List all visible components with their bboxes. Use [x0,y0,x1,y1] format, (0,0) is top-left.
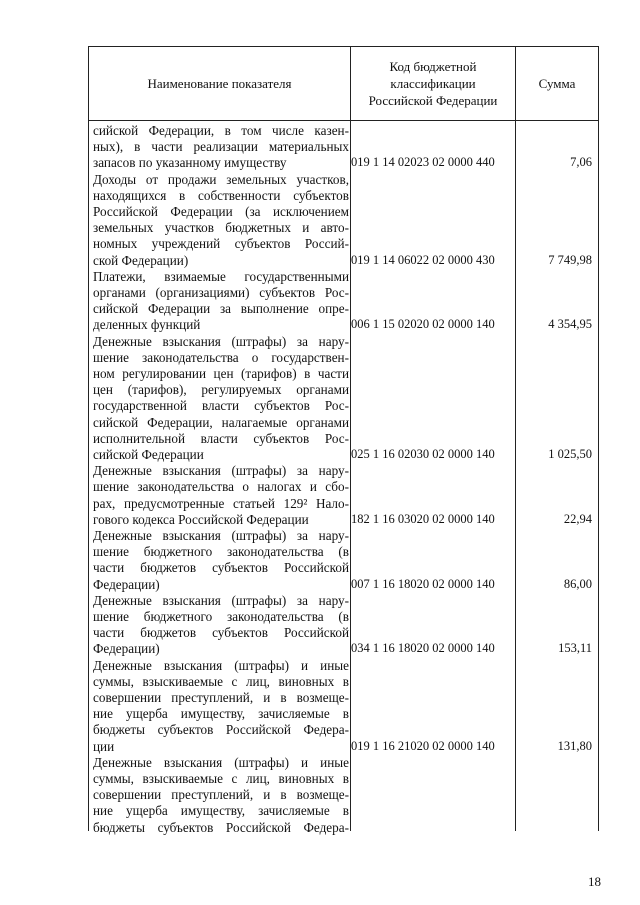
column-divider [515,47,516,831]
row-name-line: государственной власти субъектов Рос- [93,398,349,414]
row-sum: 153,11 [558,641,592,656]
header-name: Наименование показателя [147,76,292,91]
row-name-line: исполнительной власти субъектов Рос- [93,430,349,446]
row-name-line: ние ущерба имуществу, зачисляемые в [93,803,349,819]
row-name-line: суммы, взыскиваемые с лиц, виновных в [93,673,349,689]
row-name-line: сийской Федерации [93,447,204,462]
row-name-line: Российской Федерации (за исключением [93,204,349,219]
row-code: 025 1 16 02030 02 0000 140 [351,447,495,461]
row-name-line: ных), в части реализации материальных [93,139,349,155]
row-sum: 4 354,95 [548,317,592,332]
row-name-line: Денежные взыскания (штрафы) за нару- [93,333,349,349]
row-name-line: сийской Федерации за выполнение опре- [93,301,349,317]
header-sum: Сумма [538,76,576,91]
row-name-line: номных учреждений субъектов Россий- [93,236,349,252]
row-name-line: сийской Федерации, в том числе казен- [93,123,349,138]
row-name-line: Федерации) [93,641,160,657]
row-name-line: шение бюджетного законодательства (в [93,609,349,624]
row-code: 019 1 14 06022 02 0000 430 [351,252,495,267]
row-name-line: деленных функций [93,317,201,333]
row-name-line: Федерации) [93,576,160,592]
row-code: 006 1 15 02020 02 0000 140 [351,317,495,332]
row-code: 019 1 14 02023 02 0000 440 [351,155,495,170]
row-name-line: суммы, взыскиваемые с лиц, виновных в [93,771,349,786]
row-name-line: Платежи, взимаемые государственными [93,268,349,284]
row-name-line: ской Федерации) [93,252,189,268]
page-number: 18 [588,874,601,889]
row-name-line: ном регулировании цен (тарифов) в части [93,366,349,381]
row-name-line: части бюджетов субъектов Российской [93,560,349,576]
row-name-line: рах, предусмотренные статьей 129² Нало- [93,495,349,511]
row-name-line: Денежные взыскания (штрафы) и иные [93,657,349,673]
row-name-line: цен (тарифов), регулируемых органами [93,382,349,398]
row-name-line: бюджеты субъектов Российской Федера- [93,819,349,835]
row-name-line: совершении преступлений, и в возмеще- [93,787,349,803]
row-name-line: шение законодательства о государствен- [93,349,349,365]
row-sum: 86,00 [563,576,592,591]
row-name-line: запасов по указанному имуществу [93,155,287,171]
header-divider [89,120,598,121]
row-name-line: сийской Федерации, налагаемые органами [93,414,349,430]
row-name-line: гового кодекса Российской Федерации [93,511,309,527]
row-name-line: Денежные взыскания (штрафы) за нару- [93,592,349,608]
row-name-line: находящихся в собственности субъектов [93,187,349,203]
row-name-line: ние ущерба имуществу, зачисляемые в [93,706,349,722]
row-code: 019 1 16 21020 02 0000 140 [351,738,495,753]
row-name-line: шение бюджетного законодательства (в [93,544,349,560]
row-name-line: Денежные взыскания (штрафы) за нару- [93,463,349,479]
row-sum: 1 025,50 [548,447,592,461]
row-name-line: органами (организациями) субъектов Рос- [93,285,349,300]
row-name-line: бюджеты субъектов Российской Федера- [93,722,349,738]
row-sum: 7,06 [570,155,592,170]
row-name-line: Денежные взыскания (штрафы) и иные [93,754,349,770]
row-name-line: земельных участков бюджетных и авто- [93,220,349,236]
row-name-line: ции [93,738,115,754]
row-name-line: Денежные взыскания (штрафы) за нару- [93,528,349,543]
header-code: Код бюджетной классификации Российской Федерации [368,59,498,108]
row-code: 182 1 16 03020 02 0000 140 [351,511,495,526]
row-name-line: Доходы от продажи земельных участков, [93,171,349,187]
row-sum: 7 749,98 [548,252,592,267]
row-name-line: шение законодательства о налогах и сбо- [93,479,349,495]
row-name-line: части бюджетов субъектов Российской [93,625,349,641]
row-sum: 131,80 [557,738,592,753]
row-name-line: совершении преступлений, и в возмеще- [93,690,349,705]
row-sum: 22,94 [563,511,592,526]
row-code: 034 1 16 18020 02 0000 140 [351,641,495,656]
row-code: 007 1 16 18020 02 0000 140 [351,576,495,591]
budget-table [88,46,599,835]
